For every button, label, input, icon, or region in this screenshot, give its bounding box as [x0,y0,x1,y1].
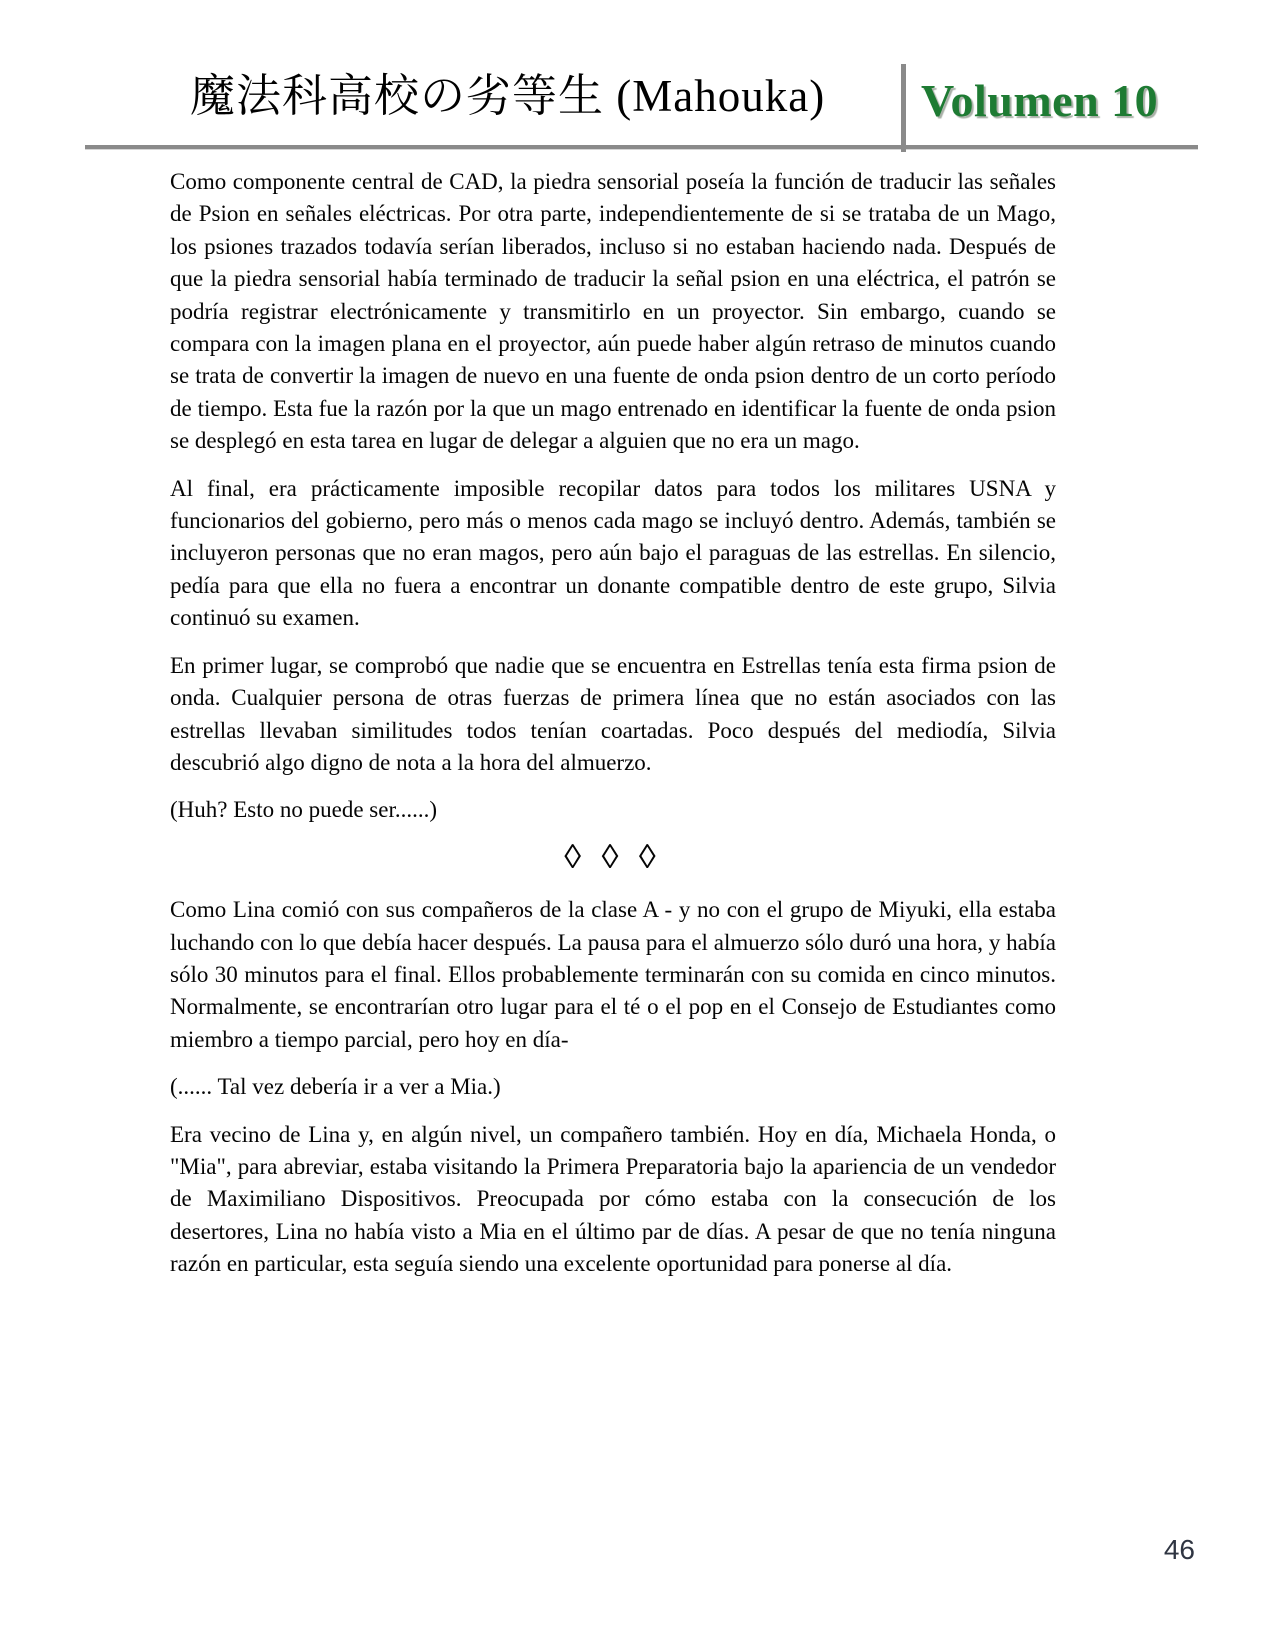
body-paragraph: Al final, era prácticamente imposible recopilar datos para todos los militares USNA y funcionarios del gobierno, pero más o menos cada mago se incluyó dentro. Además, también se incluyeron personas que no eran magos, pero aún bajo el paraguas de las estrellas. En silencio, pedía para que ella no fuera a encontrar un donante compatible dentro de este grupo, Silvia continuó su examen. [170,475,1056,631]
page-number: 46 [1163,1534,1195,1565]
series-title: 魔法科高校の劣等生 (Mahouka) [190,71,826,121]
volume-label: Volumen 10 [921,75,1159,126]
header-vertical-divider [901,64,906,152]
body-paragraph: Como Lina comió con sus compañeros de la clase A - y no con el grupo de Miyuki, ella estaba luchando con lo que debía hacer después. La pausa para el almuerzo sólo duró una hora, y había sólo 30 minutos para el final. Ellos probablemente terminarán con su comida en cinco minutos. Normalmente, se encontrarían otro lugar para el té o el pop en el Consejo de Estudiantes como miembro a tiempo parcial, pero hoy en día- [170,897,1056,1052]
body-paragraph: En primer lugar, se comprobó que nadie que se encuentra en Estrellas tenía esta firma psion de onda. Cualquier persona de otras fuerzas de primera línea que no están asociados con las estrellas llevaban similitudes todos tenían coartadas. Poco después del mediodía, Silvia descubrió algo digno de nota a la hora del almuerzo. [170,652,1056,775]
body-paragraph: Como componente central de CAD, la piedra sensorial poseía la función de traducir las señales de Psion en señales eléctricas. Por otra parte, independientemente de si se trataba de un Mago, los psiones trazados todavía serían liberados, incluso si no estaban haciendo nada. Después de que la piedra sensorial había terminado de traducir la señal psion en una eléctrica, el patrón se podría registrar electrónicamente y transmitirlo en un proyector. Sin embargo, cuando se compara con la imagen plana en el proyector, aún puede haber algún retraso de minutos cuando se trata de convertir la imagen de nuevo en una fuente de onda psion dentro de un corto período de tiempo. Esta fue la razón por la que un mago entrenado en identificar la fuente de onda psion se desplegó en esta tarea en lugar de delegar a alguien que no era un mago. [170,169,1056,454]
header-rule [85,145,1198,149]
scene-break-divider: ◊ ◊ ◊ [564,838,662,876]
body-paragraph: (Huh? Esto no puede ser......) [170,797,437,823]
body-paragraph: Era vecino de Lina y, en algún nivel, un compañero también. Hoy en día, Michaela Honda, o "Mia", para abreviar, estaba visitando la Primera Preparatoria bajo la apariencia de un vendedor de Maximiliano Dispositivos. Preocupada por cómo estaba con la consecución de los desertores, Lina no había visto a Mia en el último par de días. A pesar de que no tenía ninguna razón en particular, esta seguía siendo una excelente oportunidad para ponerse al día. [170,1121,1056,1277]
body-paragraph: (...... Tal vez debería ir a ver a Mia.) [170,1074,501,1100]
page-body [170,166,1056,1296]
